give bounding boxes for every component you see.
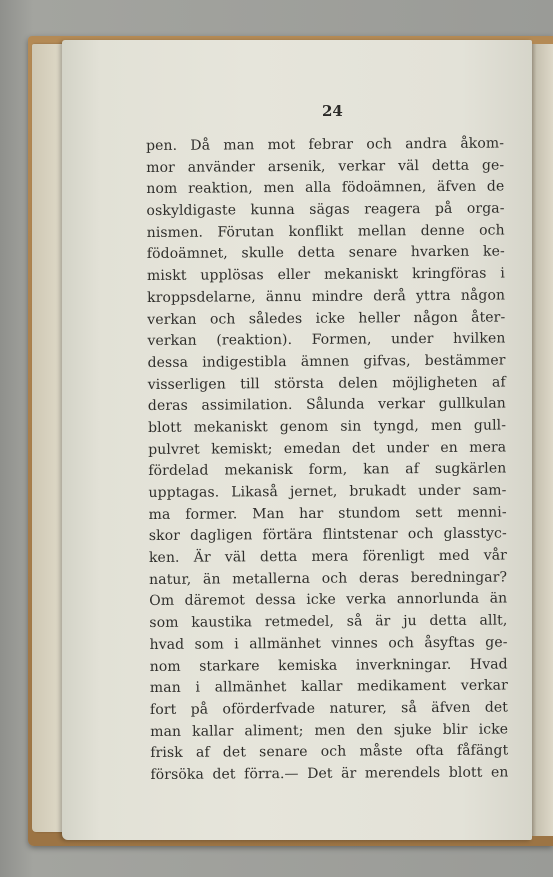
text-line: dessa indigestibla ämnen gifvas, bestämmer <box>147 352 506 371</box>
text-line: skor dagligen förtära flintstenar och glasstyc- <box>148 525 507 545</box>
text-line: natur, än metallerna och deras beredningar? <box>149 569 508 588</box>
text-line: kroppsdelarne, ännu mindre derå yttra någon <box>147 287 506 306</box>
text-line: ken. Är väl detta mera förenligt med vår <box>148 547 507 567</box>
text-line: verkan och således icke heller någon åter- <box>147 308 506 328</box>
text-line: nom reaktion, men alla födoämnen, äfven de <box>146 178 505 198</box>
text-line: fort på oförderfvade naturer, så äfven det <box>149 699 509 718</box>
text-line: födoämnet, skulle detta senare hvarken ke- <box>146 243 505 263</box>
text-line: miskt upplösas eller mekaniskt kringföras i <box>146 265 506 285</box>
text-line: man i allmänhet kallar medikament verkar <box>149 677 508 697</box>
text-line: nom starkare kemiska inverkningar. Hvad <box>149 655 508 675</box>
text-line: deras assimilation. Sålunda verkar gullkulan <box>147 395 506 415</box>
text-line: nismen. Förutan konflikt mellan denne och <box>146 222 505 241</box>
text-line: blott mekaniskt genom sin tyngd, men gull- <box>147 417 507 436</box>
text-line: man kallar aliment; men den sjuke blir icke <box>150 721 509 740</box>
text-line: visserligen till största delen möjligheten af <box>147 374 506 393</box>
text-line: verkan (reaktion). Formen, under hvilken <box>147 330 506 350</box>
text-line: Om däremot dessa icke verka annorlunda än <box>149 590 508 610</box>
text-line: pulvret kemiskt; emedan det under en mera <box>148 439 507 458</box>
text-line: som kaustika retmedel, så är ju detta allt, <box>149 612 508 632</box>
text-line: mor använder arsenik, verkar väl detta ge- <box>146 157 505 176</box>
text-line: frisk af det senare och måste ofta fåfängt <box>150 742 509 762</box>
text-line: upptagas. Likaså jernet, brukadt under sam- <box>148 482 507 501</box>
text-line: oskyldigaste kunna sägas reagera på orga- <box>146 200 505 220</box>
page-number: 24 <box>322 102 343 120</box>
text-line: ma former. Man har stundom sett menni- <box>148 504 507 523</box>
text-line: pen. Då man mot febrar och andra åkom- <box>146 135 505 154</box>
text-line: fördelad mekanisk form, kan af sugkärlen <box>148 460 507 480</box>
text-line: hvad som i allmänhet vinnes och åsyftas ge- <box>149 634 508 653</box>
text-line: försöka det förra.— Det är merendels blott en <box>150 764 509 783</box>
page-body-text <box>146 134 509 787</box>
